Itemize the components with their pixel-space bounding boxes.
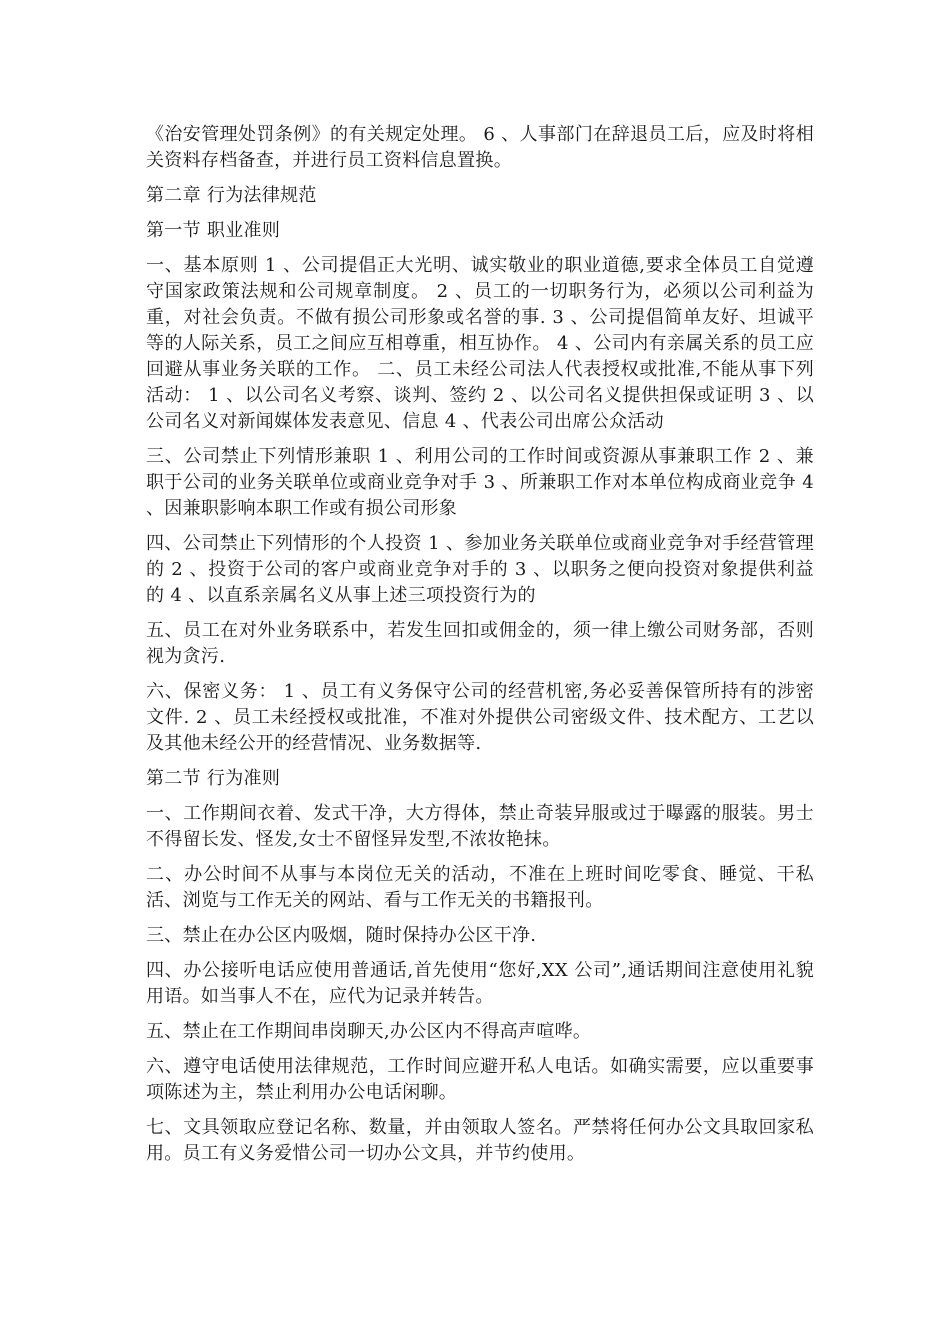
paragraph-part-time-prohibition: 三、公司禁止下列情形兼职 1 、利用公司的工作时间或资源从事兼职工作 2 、兼职于公司的业务关联单位或商业竞争对手 3 、所兼职工作对本单位构成商业竞争 4 、因兼职影响本职工作或有损公司形象 xyxy=(146,446,814,519)
paragraph-intro-continuation: 《治安管理处罚条例》的有关规定处理。 6 、人事部门在辞退员工后，应及时将相关资料存档备查，并进行员工资料信息置换。 xyxy=(146,124,814,171)
section-heading-1: 第一节 职业准则 xyxy=(146,220,281,241)
document-page xyxy=(146,122,814,1176)
paragraph-investment-prohibition: 四、公司禁止下列情形的个人投资 1 、参加业务关联单位或商业竞争对手经营管理的 2 、投资于公司的客户或商业竞争对手的 3 、以职务之便向投资对象提供利益的 4 、以直系亲属名义从事上述三项投资行为的 xyxy=(146,533,814,606)
paragraph-no-chatting: 五、禁止在工作期间串岗聊天,办公区内不得高声喧哗。 xyxy=(146,1021,592,1042)
paragraph-commission: 五、员工在对外业务联系中，若发生回扣或佣金的，须一律上缴公司财务部，否则视为贪污. xyxy=(146,620,814,667)
paragraph-dress-code: 一、工作期间衣着、发式干净，大方得体，禁止奇装异服或过于曝露的服装。男士不得留长发、怪发,女士不留怪异发型,不浓妆艳抹。 xyxy=(146,803,814,850)
paragraph-stationery: 七、文具领取应登记名称、数量，并由领取人签名。严禁将任何办公文具取回家私用。员工有义务爱惜公司一切办公文具，并节约使用。 xyxy=(146,1117,814,1164)
paragraph-no-smoking: 三、禁止在办公区内吸烟，随时保持办公区干净. xyxy=(146,925,537,946)
paragraph-phone-usage: 六、遵守电话使用法律规范，工作时间应避开私人电话。如确实需要，应以重要事项陈述为主，禁止利用办公电话闲聊。 xyxy=(146,1056,814,1103)
paragraph-confidentiality: 六、保密义务： 1 、员工有义务保守公司的经营机密,务必妥善保管所持有的涉密文件. 2 、员工未经授权或批准，不准对外提供公司密级文件、技术配方、工艺以及其他未经公开的经营情况、业务数据等. xyxy=(146,681,814,754)
paragraph-basic-principles: 一、基本原则 1 、公司提倡正大光明、诚实敬业的职业道德,要求全体员工自觉遵守国家政策法规和公司规章制度。 2 、员工的一切职务行为，必须以公司利益为重，对社会负责。不做有损公司形象或名誉的事. 3 、公司提倡简单友好、坦诚平等的人际关系，员工之间应互相尊重，相互协作。 4 、公司内有亲属关系的员工应回避从事业务关联的工作。 二、员工未经公司法人代表授权或批准,不能从事下列活动： 1 、以公司名义考察、谈判、签约 2 、以公司名义提供担保或证明 3 、以公司名义对新闻媒体发表意见、信息 4 、代表公司出席公众活动 xyxy=(146,255,814,432)
paragraph-office-activities: 二、办公时间不从事与本岗位无关的活动，不准在上班时间吃零食、睡觉、干私活、浏览与工作无关的网站、看与工作无关的书籍报刊。 xyxy=(146,864,814,911)
chapter-heading: 第二章 行为法律规范 xyxy=(146,185,317,206)
section-heading-2: 第二节 行为准则 xyxy=(146,768,281,789)
paragraph-phone-etiquette: 四、办公接听电话应使用普通话,首先使用“您好,XX 公司”,通话期间注意使用礼貌用语。如当事人不在，应代为记录并转告。 xyxy=(146,960,814,1007)
